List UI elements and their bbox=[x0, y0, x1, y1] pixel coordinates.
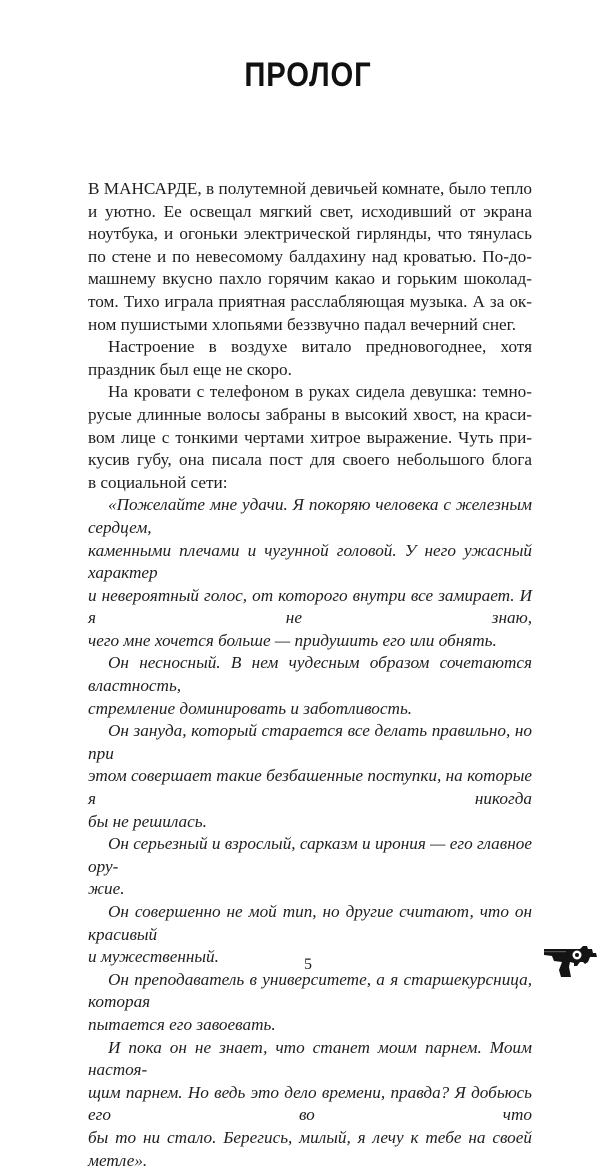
text-line: Он преподаватель в университете, а я старшекурсница, которая bbox=[88, 969, 532, 1012]
text-line: бы то ни стало. Берегись, милый, я лечу к тебе на своей метле». bbox=[88, 1127, 532, 1170]
page-number: 5 bbox=[304, 956, 312, 973]
chapter-title: ПРОЛОГ bbox=[244, 56, 372, 94]
text-line: и невероятный голос, от которого внутри все замирает. И я не знаю, bbox=[88, 585, 532, 628]
text-line: бы не решилась. bbox=[88, 811, 207, 831]
text-line: праздник был еще не скоро. bbox=[88, 359, 292, 379]
text-line: Он серьезный и взрослый, сарказм и ирония — его главное ору- bbox=[88, 834, 532, 876]
text-line: Настроение в воздухе витало предновогоднее, хотя bbox=[108, 337, 532, 357]
text-line: жие. bbox=[88, 879, 125, 899]
text-line: ном пушистыми хлопьями беззвучно падал вечерний снег. bbox=[88, 314, 517, 334]
text-line: том. Тихо играла приятная расслабляющая музыка. А за ок- bbox=[88, 291, 532, 311]
text-line: И пока он не знает, что станет моим парнем. Моим настоя- bbox=[88, 1037, 532, 1080]
text-line: стремление доминировать и заботливость. bbox=[88, 698, 413, 718]
text-line: щим парнем. Но ведь это дело времени, правда? Я добьюсь его во что bbox=[88, 1082, 532, 1125]
text-line: и уютно. Ее освещал мягкий свет, исходивший от экрана bbox=[88, 201, 532, 221]
text-line: в социальной сети: bbox=[88, 472, 228, 492]
text-line: «Пожелайте мне удачи. Я покоряю человека с железным сердцем, bbox=[88, 495, 532, 537]
text-line: На кровати с телефоном в руках сидела девушка: темно- bbox=[108, 382, 532, 402]
text-line: пытается его завоевать. bbox=[88, 1014, 276, 1034]
text-line: русые длинные волосы забраны в высокий хвост, на краси- bbox=[88, 404, 532, 424]
text-line: Он совершенно не мой тип, но другие считают, что он красивый bbox=[88, 902, 532, 944]
text-line: Он несносный. В нем чудесным образом сочетаются властность, bbox=[88, 653, 532, 696]
text-line: ноутбука, и огоньки электрической гирлянды, что тянулась bbox=[88, 224, 532, 244]
revolver-icon bbox=[540, 940, 604, 980]
text-line: В МАНСАРДЕ, в полутемной девичьей комнате, было тепло bbox=[88, 179, 532, 198]
chapter-body bbox=[88, 178, 532, 1172]
text-line: каменными плечами и чугунной головой. У него ужасный характер bbox=[88, 540, 532, 583]
text-line: Он зануда, который старается все делать правильно, но при bbox=[88, 721, 532, 763]
text-line: и мужественный. bbox=[88, 947, 219, 967]
text-line: по стене и по невесомому балдахину над кроватью. По-до- bbox=[88, 246, 532, 266]
text-line: этом совершает такие безбашенные поступки, на которые я никогда bbox=[88, 766, 532, 809]
text-line: вом лице с тонкими чертами хитрое выражение. Чуть при- bbox=[88, 427, 532, 447]
text-line: чего мне хочется больше — придушить его или обнять. bbox=[88, 630, 497, 650]
text-line: машнему вкусно пахло горячим какао и горьким шоколад- bbox=[88, 269, 532, 289]
text-line: кусив губу, она писала пост для своего небольшого блога bbox=[88, 450, 532, 470]
